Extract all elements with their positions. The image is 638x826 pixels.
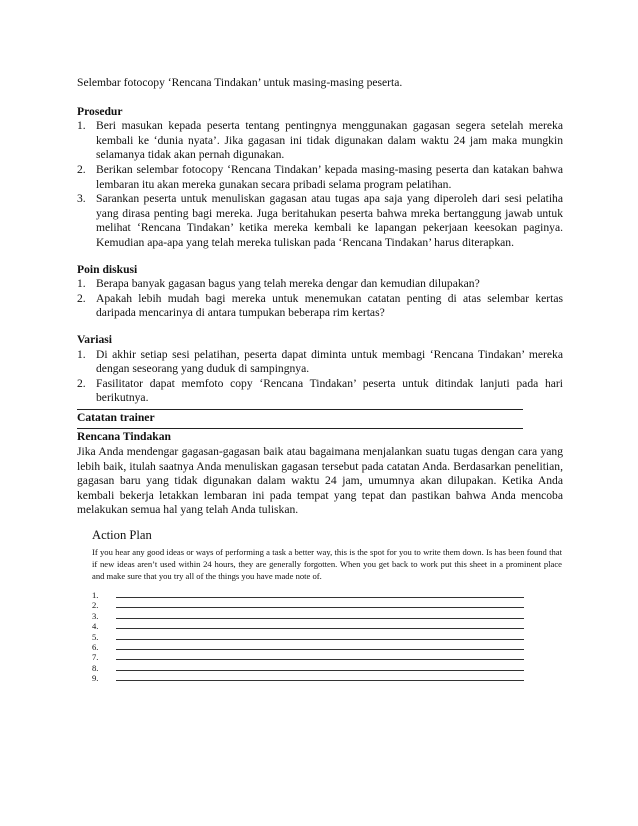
variasi-section — [77, 333, 563, 406]
catatan-trainer-heading: Catatan trainer — [77, 410, 155, 424]
poin-diskusi-section — [77, 263, 563, 321]
variasi-heading: Variasi — [77, 332, 113, 346]
blank-line[interactable]: 8. — [92, 663, 562, 673]
list-item: 2. Apakah lebih mudah bagi mereka untuk menemukan catatan penting di atas selembar kertas daripada mencarinya di antara tumpukan beberapa rim kertas? — [77, 291, 563, 320]
rencana-tindakan-text: Jika Anda mendengar gagasan-gagasan baik atau bagaimana menjalankan suatu tugas dengan cara yang lebih baik, itulah saatnya Anda menuliskan gagasan tersebut pada catatan Anda. Berdasarkan penelitian, gagasan baru yang tidak digunakan dalam waktu 24 jam, umumnya akan dilupakan. Ketika Anda kembali bekerja letakkan lembaran ini pada tempat yang tepat dan pastikan bahwa Anda mencoba melakukan semua hal yang telah Anda tuliskan. — [77, 445, 563, 517]
action-plan-title: Action Plan — [92, 528, 152, 543]
prosedur-list — [77, 119, 563, 250]
divider — [77, 409, 523, 410]
list-item: 3. Sarankan peserta untuk menuliskan gagasan atau tugas apa saja yang diperoleh dari sesi pelatiha yang dirasa penting bagi mereka. Juga beritahukan peserta bahwa mreka bertanggung jawab untuk melihat ‘Rencana Tindakan’ ketika mereka kembali ke lapangan pekerjaan keesokan paginya. Kemudian apa-apa yang telah mereka tuliskan pada ‘Rencana Tindakan’ harus diterapkan. — [77, 192, 563, 249]
variasi-list — [77, 348, 563, 406]
list-item: 1. Beri masukan kepada peserta tentang pentingnya menggunakan gagasan segera setelah mereka kembali ke ‘dunia nyata’. Jika gagasan ini tidak digunakan dalam waktu 24 jam maka mungkin selamanya tidak akan pernah digunakan. — [77, 119, 563, 162]
poin-diskusi-heading: Poin diskusi — [77, 262, 138, 276]
list-item: 1. Berapa banyak gagasan bagus yang telah mereka dengar dan kemudian dilupakan? — [77, 277, 480, 291]
intro-text: Selembar fotocopy ‘Rencana Tindakan’ untuk masing-masing peserta. — [77, 76, 403, 89]
poin-diskusi-list — [77, 277, 563, 321]
blank-line[interactable]: 7. — [92, 652, 562, 662]
divider — [77, 428, 523, 429]
action-plan-lines — [92, 590, 562, 684]
blank-line[interactable]: 9. — [92, 673, 562, 683]
blank-line[interactable]: 4. — [92, 621, 562, 631]
list-item: 1. Di akhir setiap sesi pelatihan, peserta dapat diminta untuk membagi ‘Rencana Tindakan’ mereka dengan seseorang yang duduk di sampingnya. — [77, 347, 563, 376]
list-item: 2. Berikan selembar fotocopy ‘Rencana Tindakan’ kepada masing-masing peserta dan katakan bahwa lembaran itu akan mereka gunakan secara pribadi selama program pelatihan. — [77, 162, 563, 191]
prosedur-heading: Prosedur — [77, 104, 123, 118]
rencana-tindakan-heading: Rencana Tindakan — [77, 430, 171, 444]
blank-line[interactable]: 5. — [92, 632, 562, 642]
blank-line[interactable]: 6. — [92, 642, 562, 652]
document-page — [77, 76, 563, 684]
action-plan-box — [92, 528, 562, 684]
blank-line[interactable]: 1. — [92, 590, 562, 600]
prosedur-section — [77, 105, 563, 251]
blank-line[interactable]: 3. — [92, 611, 562, 621]
list-item: 2. Fasilitator dapat memfoto copy ‘Rencana Tindakan’ peserta untuk ditindak lanjuti pada hari berikutnya. — [77, 376, 563, 405]
blank-line[interactable]: 2. — [92, 600, 562, 610]
action-plan-text: If you hear any good ideas or ways of performing a task a better way, this is the spot for you to write them down. Is has been found that if new ideas aren’t used within 24 hours, they are generally forgotten. When you get back to work put this sheet in a prominent place and make sure that you try all of the things you have made note of. — [92, 547, 562, 582]
